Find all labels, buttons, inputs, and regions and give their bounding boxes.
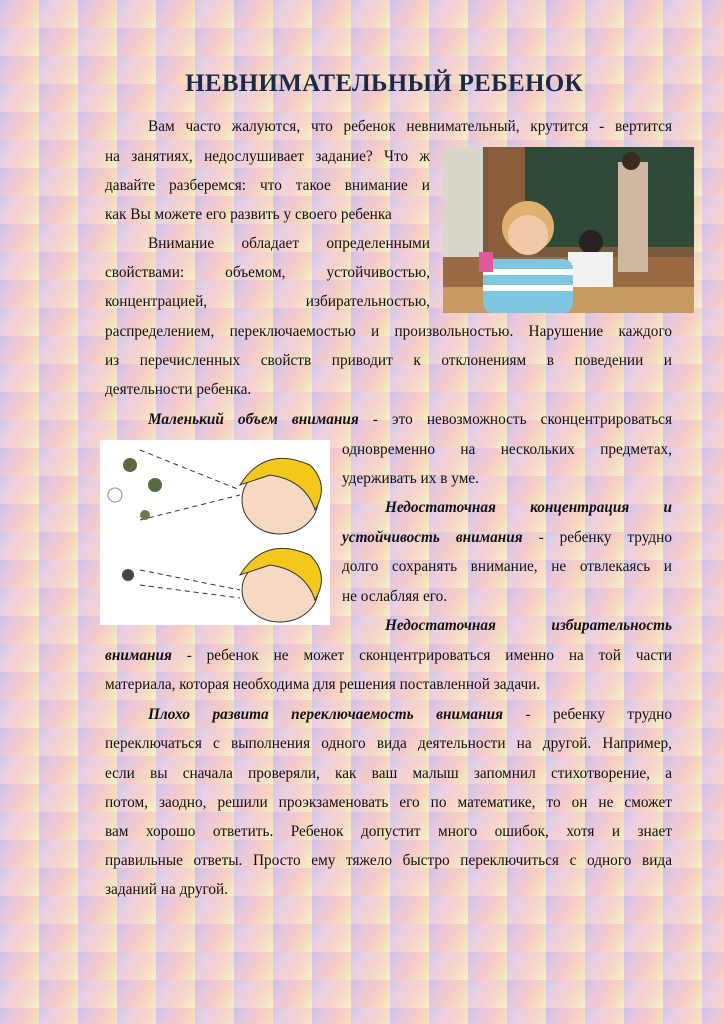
text-line — [105, 263, 430, 283]
text-line — [105, 851, 672, 871]
text-segment: правильные ответы. Просто ему тяжело быстро переключиться с одного вида — [105, 852, 672, 869]
emphasized-term: Недостаточная концентрация и — [385, 499, 672, 516]
text-segment: - ребенку трудно — [502, 706, 672, 723]
text-segment: если вы сначала проверяли, как ваш малыш запомнил стихотворение, а — [105, 765, 672, 782]
text-line — [105, 176, 430, 196]
text-segment: - ребенок не может сконцентрироваться именно на той части — [171, 647, 672, 664]
text-segment: Вам часто жалуются, что ребенок невнимательный, крутится - вертится — [148, 118, 672, 135]
text-segment: давайте разберемся: что такое внимание и — [105, 177, 430, 194]
text-line — [148, 234, 430, 254]
text-line — [342, 469, 672, 489]
text-segment: концентрацией, избирательностью, — [105, 293, 430, 310]
text-line — [105, 822, 672, 842]
text-line — [105, 205, 430, 225]
text-line — [105, 764, 672, 784]
classroom-photo — [443, 147, 694, 313]
text-segment: долго сохранять внимание, не отвлекаясь и — [342, 558, 672, 575]
text-line — [105, 351, 672, 371]
text-segment: не ослабляя его. — [342, 588, 448, 605]
text-line — [148, 705, 672, 725]
text-segment: материала, которая необходима для решения поставленной задачи. — [105, 676, 541, 693]
text-segment: - это невозможность сконцентрироваться — [358, 411, 672, 428]
text-segment: вам хорошо ответить. Ребенок допустит много ошибок, хотя и знает — [105, 823, 672, 840]
text-line — [105, 734, 672, 754]
text-line — [385, 616, 672, 636]
text-segment: из перечисленных свойств приводит к отклонениям в поведении и — [105, 352, 672, 369]
text-line — [105, 322, 672, 342]
emphasized-term: Плохо развита переключаемость внимания — [148, 706, 503, 723]
text-line — [105, 880, 672, 900]
text-segment: удерживать их в уме. — [342, 470, 480, 487]
text-line — [342, 557, 672, 577]
text-line — [105, 793, 672, 813]
emphasized-term: устойчивость внимания — [342, 529, 523, 546]
text-line — [105, 380, 672, 400]
text-segment: распределением, переключаемостью и произвольностью. Нарушение каждого — [105, 323, 672, 340]
text-line — [148, 410, 672, 430]
text-segment: деятельности ребенка. — [105, 381, 252, 398]
emphasized-term: внимания — [105, 647, 172, 664]
text-line — [105, 147, 430, 167]
text-line — [148, 117, 672, 137]
text-line — [105, 292, 430, 312]
text-segment: переключаться с выполнения одного вида деятельности на другой. Например, — [105, 735, 672, 752]
emphasized-term: Маленький объем внимания — [148, 411, 359, 428]
text-line — [342, 440, 672, 460]
text-segment: Внимание обладает определенными — [148, 235, 430, 252]
attention-illustration — [100, 440, 330, 625]
text-line — [342, 528, 672, 548]
text-segment: одновременно на нескольких предметах, — [342, 441, 672, 458]
text-segment: потом, заодно, решили проэкзаменовать его по математике, то он не сможет — [105, 794, 672, 811]
text-line — [105, 675, 672, 695]
text-segment: как Вы можете его развить у своего ребенка — [105, 206, 392, 223]
text-segment: свойствами: объемом, устойчивостью, — [105, 264, 430, 281]
text-segment: на занятиях, недослушивает задание? Что ж — [105, 148, 430, 165]
text-segment: заданий на другой. — [105, 881, 229, 898]
text-line — [105, 646, 672, 666]
text-segment: - ребенку трудно — [522, 529, 672, 546]
emphasized-term: Недостаточная избирательность — [385, 617, 672, 634]
text-line — [342, 587, 672, 607]
page-title: НЕВНИМАТЕЛЬНЫЙ РЕБЕНОК — [185, 70, 583, 97]
text-line — [385, 498, 672, 518]
